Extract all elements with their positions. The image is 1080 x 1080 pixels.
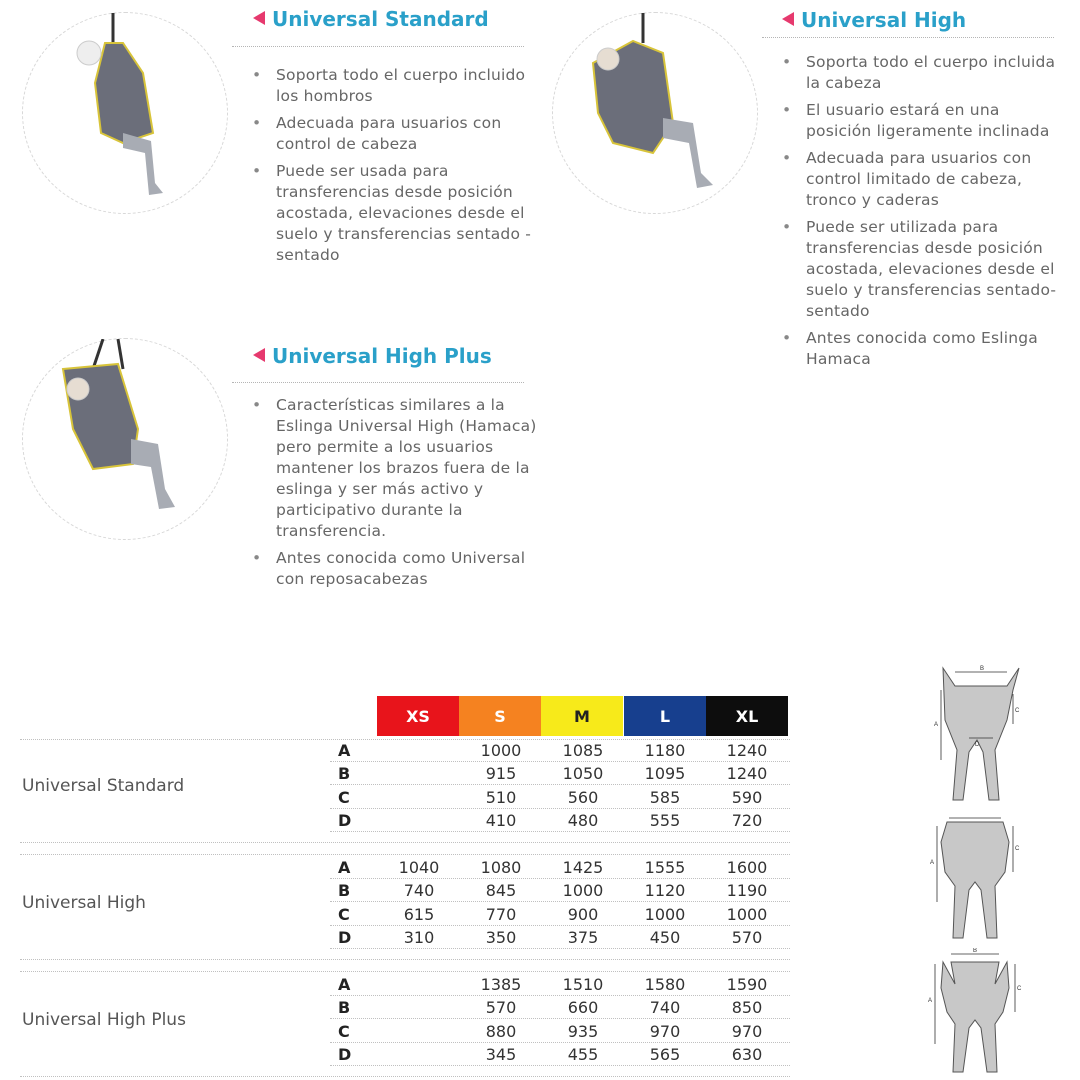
- table-cell: 615: [403, 904, 435, 924]
- diagram-label-a: A: [930, 860, 935, 866]
- list-item: • Adecuada para usuarios con control de cabeza: [250, 113, 540, 155]
- group-divider: [20, 971, 790, 972]
- table-cell: 1555: [644, 858, 686, 877]
- diagram-label-c: C: [1015, 708, 1020, 714]
- table-cell: 1000: [480, 741, 522, 760]
- table-cell: 850: [731, 998, 763, 1018]
- table-cell: 630: [731, 1044, 763, 1064]
- table-cell: 740: [649, 998, 681, 1018]
- sling-diagram-standard: [925, 660, 1025, 808]
- list-item: • El usuario estará en una posición ligeramente inclinada: [780, 100, 1070, 142]
- table-cell: 590: [731, 787, 763, 807]
- product-photo-high: [552, 12, 758, 214]
- table-cell: 935: [567, 1021, 599, 1041]
- table-cell: 345: [485, 1044, 517, 1064]
- triangle-marker-icon: [253, 348, 265, 362]
- triangle-marker-icon: [782, 12, 794, 26]
- table-cell: 1385: [480, 975, 522, 994]
- dimension-label: D: [338, 1044, 352, 1064]
- list-item: • Adecuada para usuarios con control limitado de cabeza, tronco y caderas: [780, 148, 1070, 211]
- dimension-label: D: [338, 927, 352, 947]
- diagram-label-d: D: [975, 742, 980, 748]
- dimension-label: A: [338, 858, 351, 877]
- table-cell: 770: [485, 904, 517, 924]
- table-row: [330, 786, 790, 809]
- table-cell: 480: [567, 810, 599, 830]
- list-item: • Soporta todo el cuerpo incluido los hombros: [250, 65, 540, 107]
- dimension-label: A: [338, 741, 351, 760]
- group-name: Universal High Plus: [22, 1010, 186, 1030]
- group-divider: [20, 1076, 790, 1077]
- diagram-label-a: A: [928, 998, 933, 1004]
- product-title-standard: Universal Standard: [253, 7, 489, 31]
- group-name: Universal High: [22, 893, 146, 913]
- list-item: • Puede ser usada para transferencias desde posición acostada, elevaciones desde el suelo y transferencias sentado - sentado: [250, 161, 540, 266]
- triangle-marker-icon: [253, 11, 265, 25]
- list-item: • Características similares a la Eslinga Universal High (Hamaca) pero permite a los usuarios mantener los brazos fuera de la eslinga y ser más activo y participativo durante la transferencia.: [250, 395, 542, 542]
- size-header-m: M: [541, 696, 623, 736]
- table-cell: 1095: [644, 764, 686, 784]
- table-cell: 375: [567, 927, 599, 947]
- dimension-label: D: [338, 810, 352, 830]
- table-cell: 740: [403, 881, 435, 901]
- table-cell: 1580: [644, 975, 686, 994]
- table-row: [330, 809, 790, 832]
- dimension-label: A: [338, 975, 351, 994]
- table-cell: 565: [649, 1044, 681, 1064]
- table-cell: 1240: [726, 741, 768, 760]
- dimension-label: B: [338, 764, 351, 784]
- diagram-label-b: B: [980, 666, 985, 672]
- table-cell: 1590: [726, 975, 768, 994]
- list-item: • Puede ser utilizada para transferencias desde posición acostada, elevaciones desde el suelo y transferencias sentado-sentado: [780, 217, 1070, 322]
- table-cell: 1120: [644, 881, 686, 901]
- table-row: [330, 903, 790, 926]
- table-row: [330, 996, 790, 1019]
- table-row: [330, 1020, 790, 1043]
- divider: [232, 382, 524, 383]
- group-divider: [20, 959, 790, 960]
- table-cell: 1240: [726, 764, 768, 784]
- table-cell: 1085: [562, 741, 604, 760]
- table-cell: 720: [731, 810, 763, 830]
- table-row: [330, 1043, 790, 1066]
- table-cell: 1080: [480, 858, 522, 877]
- table-cell: 1425: [562, 858, 604, 877]
- table-cell: 1600: [726, 858, 768, 877]
- table-cell: 510: [485, 787, 517, 807]
- table-cell: 570: [485, 998, 517, 1018]
- table-cell: 1000: [726, 904, 768, 924]
- table-cell: 1050: [562, 764, 604, 784]
- diagram-label-c: C: [1015, 846, 1020, 852]
- dimension-label: B: [338, 998, 351, 1018]
- table-cell: 1040: [398, 858, 440, 877]
- diagram-label-b: B: [973, 948, 978, 954]
- divider: [232, 46, 524, 47]
- group-divider: [20, 854, 790, 855]
- table-cell: 1180: [644, 741, 686, 760]
- size-header-s: S: [459, 696, 541, 736]
- size-header-xl: XL: [706, 696, 788, 736]
- table-cell: 555: [649, 810, 681, 830]
- table-cell: 660: [567, 998, 599, 1018]
- list-item: • Soporta todo el cuerpo incluida la cabeza: [780, 52, 1070, 94]
- product-title-high: Universal High: [782, 8, 966, 32]
- table-cell: 915: [485, 764, 517, 784]
- table-cell: 570: [731, 927, 763, 947]
- dimension-label: C: [338, 904, 350, 924]
- divider: [762, 37, 1054, 38]
- table-row: [330, 762, 790, 785]
- table-row: [330, 926, 790, 949]
- dimension-label: C: [338, 787, 350, 807]
- size-header-l: L: [624, 696, 706, 736]
- dimension-label: C: [338, 1021, 350, 1041]
- row-divider: [330, 1065, 790, 1066]
- table-row: [330, 879, 790, 902]
- table-cell: 585: [649, 787, 681, 807]
- table-cell: 560: [567, 787, 599, 807]
- table-cell: 845: [485, 881, 517, 901]
- feature-list-high: [780, 52, 1070, 376]
- table-cell: 880: [485, 1021, 517, 1041]
- table-cell: 970: [731, 1021, 763, 1041]
- sling-diagram-high: [925, 812, 1025, 946]
- table-cell: 1000: [644, 904, 686, 924]
- table-cell: 310: [403, 927, 435, 947]
- dimension-label: B: [338, 881, 351, 901]
- sling-diagram-high-plus: [925, 948, 1025, 1078]
- diagram-label-c: C: [1017, 986, 1022, 992]
- group-name: Universal Standard: [22, 776, 185, 796]
- row-divider: [330, 948, 790, 949]
- table-cell: 1190: [726, 881, 768, 901]
- table-cell: 1000: [562, 881, 604, 901]
- table-cell: 455: [567, 1044, 599, 1064]
- feature-list-standard: [250, 65, 540, 272]
- table-row: [330, 973, 790, 996]
- list-item: • Antes conocida como Universal con reposacabezas: [250, 548, 542, 590]
- table-row: [330, 739, 790, 762]
- table-cell: 1510: [562, 975, 604, 994]
- table-cell: 970: [649, 1021, 681, 1041]
- table-cell: 450: [649, 927, 681, 947]
- feature-list-high-plus: [250, 395, 542, 596]
- table-cell: 900: [567, 904, 599, 924]
- product-photo-high-plus: [22, 338, 228, 540]
- diagram-label-a: A: [934, 722, 939, 728]
- product-title-high-plus: Universal High Plus: [253, 344, 492, 368]
- row-divider: [330, 831, 790, 832]
- table-cell: 410: [485, 810, 517, 830]
- size-header-xs: XS: [377, 696, 459, 736]
- group-divider: [20, 842, 790, 843]
- product-photo-standard: [22, 12, 228, 214]
- table-row: [330, 856, 790, 879]
- table-cell: 350: [485, 927, 517, 947]
- list-item: • Antes conocida como Eslinga Hamaca: [780, 328, 1070, 370]
